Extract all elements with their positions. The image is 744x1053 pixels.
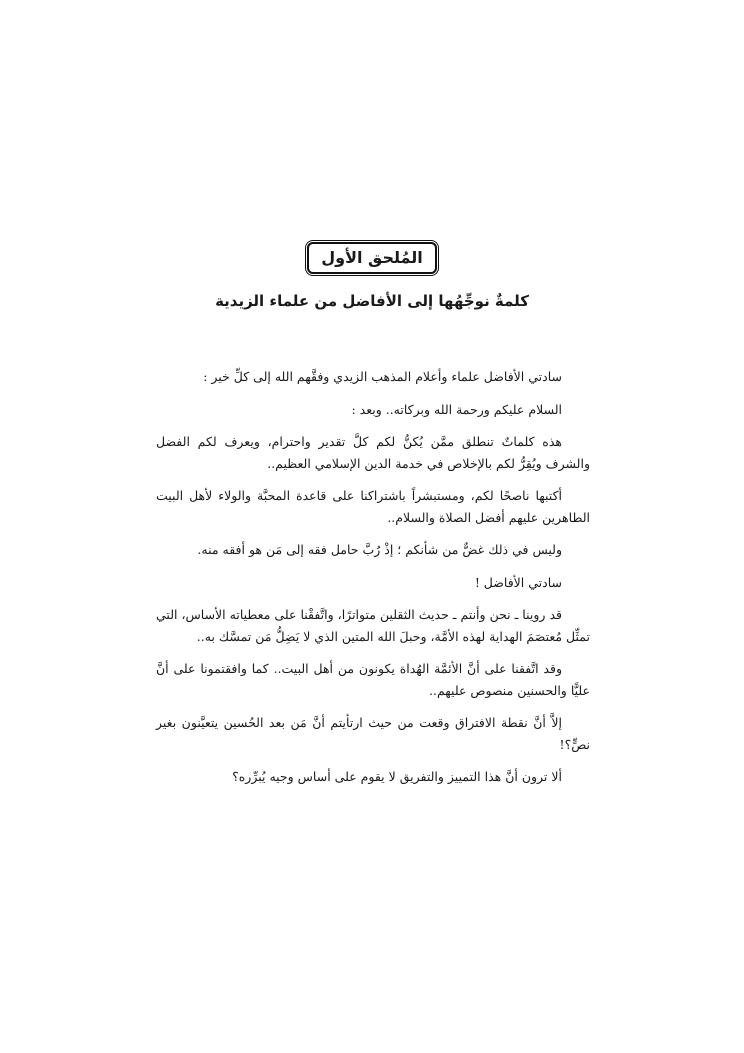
- appendix-title: المُلحق الأول: [307, 242, 437, 274]
- subtitle: كلمةٌ نوجِّهُها إلى الأفاضل من علماء الزيدية: [215, 292, 529, 310]
- paragraph: أكتبها ناصحًا لكم، ومستبشراً باشتراكنا على قاعدة المحبَّة والولاء لأهل البيت الطاهرين عليهم أفضل الصلاة والسلام..: [156, 488, 590, 525]
- body-text: [156, 366, 590, 799]
- paragraph: سادتي الأفاضل !: [474, 574, 562, 590]
- paragraph: هذه كلماتٌ تنطلق ممَّن يُكنُّ لكم كلَّ تقدير واحترام، ويعرف لكم الفضل والشرف ويُقِرُّ لكم بالإخلاص في خدمة الدين الإسلامي العظيم..: [156, 434, 590, 471]
- paragraph: السلام عليكم ورحمة الله وبركاته.. وبعد :: [351, 401, 562, 417]
- paragraph: ألا ترون أنَّ هذا التمييز والتفريق لا يقوم على أساس وجيه يُبرِّره؟: [232, 769, 562, 784]
- paragraph: سادتي الأفاضل علماء وأعلام المذهب الزيدي وفقَّهم الله إلى كلِّ خير :: [203, 369, 562, 384]
- paragraph: وليس في ذلك غضٌّ من شأنكم ؛ إذْ رُبَّ حامل فقه إلى مَن هو أفقه منه.: [197, 542, 562, 557]
- paragraph: قد روينا ـ نحن وأنتم ـ حديث الثقلين متواترًا، واتَّفقْنا على معطياته الأساس، التي تمثِّل مُعتصَمَ الهداية لهذه الأمَّة، وحبلَ الله المتين الذي لا يَضِلُّ مَن تمسَّك به..: [156, 607, 590, 644]
- paragraph: إلاَّ أنَّ نقطة الافتراق وقعت من حيث ارتأيتم أنَّ مَن بعد الحُسين يتعيَّنون بغير نصٍّ؟!: [156, 715, 590, 752]
- paragraph: وقد اتَّفقنا على أنَّ الأئمَّة الهُداة يكونون من أهل البيت.. كما وافقتمونا على أنَّ عليًّا والحسنين منصوص عليهم..: [156, 661, 590, 698]
- appendix-title-container: [0, 240, 744, 276]
